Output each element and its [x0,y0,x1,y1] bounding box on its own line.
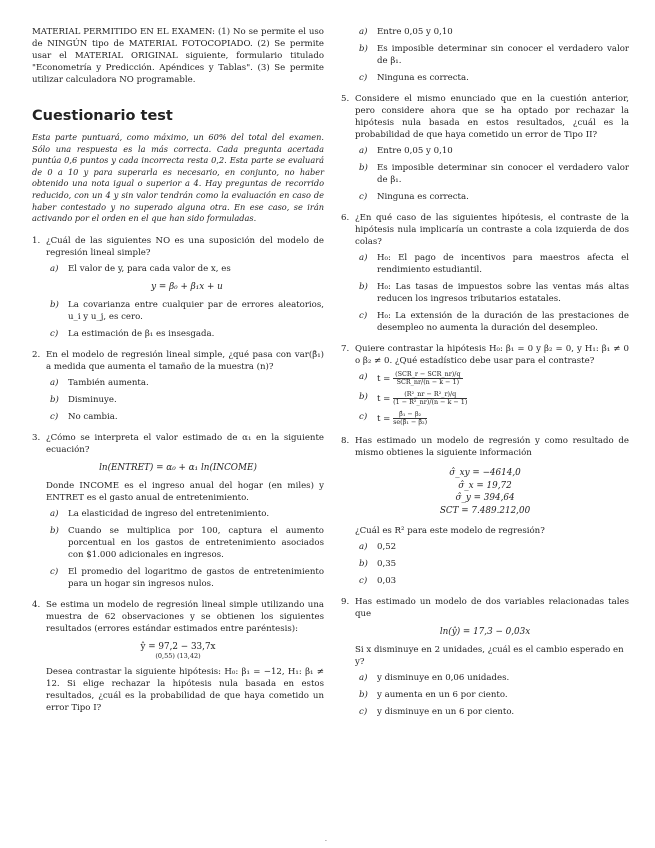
option-text: 0,52 [377,542,397,552]
question-number: 7. [341,344,350,354]
question-number: 3. [32,432,41,443]
option-text: H₀: El pago de incentivos para maestros afecta el rendimiento estudiantil. [377,253,629,275]
question-2 [32,349,324,423]
question-number: 4. [32,599,41,610]
option-label: b) [50,394,59,405]
option-label: a) [50,508,59,519]
option-label: a) [359,372,368,382]
option-c [359,575,629,587]
option-label: a) [359,253,368,263]
question-4 [32,599,324,714]
option-label: c) [359,707,368,717]
test-instructions: Esta parte puntuará, como máximo, un 60% del total del examen. Sólo una respuesta es la más correcta. Cada pregunta acertada puntúa 0,6 puntos y cada incorrecta resta 0,2. Esta parte se evaluará de 0 a 10 y para superarla es necesario, en conjunto, no haber obtenido una nota igual o superior a 4. Hay preguntas de recorrido reducido, con un 4 y sin valor tendrán como la evaluación en caso de haber contestado y no superado alguna otra. En ese caso, se irán activando por el orden en el que han sido formuladas. [32,132,324,224]
question-context: Desea contrastar la siguiente hipótesis: H₀: β₁ = −12, H₁: β₁ ≠ 12. Si elige rechazar la hipótesis nula basada en estos resultados, ¿cuál es la probabilidad de que haya cometido un error Tipo I? [46,666,324,713]
page-mark: · [325,838,327,845]
question-8 [341,435,629,587]
question-6 [341,212,629,334]
question-4-options [341,26,629,84]
question-text: ¿Cuál de las siguientes NO es una suposición del modelo de regresión lineal simple? [46,235,324,258]
option-text: y disminuye en un 6 por ciento. [377,707,515,717]
option-c [50,566,324,590]
option-text: 0,35 [377,559,397,569]
option-c [359,72,629,84]
formula-lhs: t = [377,394,391,404]
sct-value: SCT = 7.489.212,00 [439,505,531,516]
question-text: ¿En qué caso de las siguientes hipótesis, el contraste de la hipótesis nula implicaría un contraste a cola izquierda de dos colas? [355,213,629,247]
option-b [50,299,324,323]
question-number: 1. [32,235,41,246]
option-label: c) [50,411,59,422]
question-7 [341,343,629,426]
option-label: c) [359,412,368,422]
question-3 [32,432,324,590]
option-text: Cuando se multiplica por 100, captura el aumento porcentual en los gastos de entretenimiento asociados con $1.000 adicionales en ingresos. [68,525,324,560]
option-b [359,43,629,67]
option-b [359,162,629,186]
option-a [359,145,629,157]
option-label: a) [50,377,59,388]
option-text: y disminuye en 0,06 unidades. [377,673,510,683]
question-text: Se estima un modelo de regresión lineal simple utilizando una muestra de 62 observaciones y se obtienen los siguientes resultados (errores estándar estimados entre paréntesis): [46,599,324,634]
option-text: H₀: La extensión de la duración de las prestaciones de desempleo no aumenta la duración del desempleo. [377,311,629,333]
question-text: Has estimado un modelo de regresión y como resultado de mismo obtienes la siguiente información [355,436,629,458]
option-text: Entre 0,05 y 0,10 [377,146,453,156]
sy-value: σ̂_y = 394,64 [455,493,515,503]
question-number: 2. [32,349,41,360]
option-text: Ninguna es correcta. [377,73,469,83]
option-label: a) [359,542,368,552]
numerator: β̂₁ − β₂ [393,411,427,419]
option-label: c) [359,192,368,202]
option-b [50,525,324,561]
question-1 [32,235,324,340]
option-text: Es imposible determinar sin conocer el verdadero valor de β₁. [377,44,629,66]
option-text: Entre 0,05 y 0,10 [377,27,453,37]
option-a [359,541,629,553]
regression-equation [32,641,324,660]
option-text: La estimación de β₁ es insesgada. [68,328,215,339]
question-number: 6. [341,213,350,223]
option-b [359,689,629,701]
question-5 [341,93,629,203]
option-label: a) [359,673,368,683]
question-text: ¿Cómo se interpreta el valor estimado de α₁ en la siguiente ecuación? [46,432,324,455]
right-column [341,26,629,727]
option-text: Ninguna es correcta. [377,192,469,202]
fraction [393,411,427,426]
option-a [50,263,324,275]
question-text: Quiere contrastar la hipótesis H₀: β₁ = 0 y β₂ = 0, y H₁: β₁ ≠ 0 o β₂ ≠ 0. ¿Qué estadístico debe usar para el contraste? [355,344,629,366]
fraction [393,371,462,386]
option-a [359,371,629,386]
question-context: ¿Cuál es R² para este modelo de regresión? [355,526,545,536]
option-text: 0,03 [377,576,397,586]
formula-lhs: t = [377,414,391,424]
option-text: No cambia. [68,411,118,422]
option-c [359,706,629,718]
option-text: También aumenta. [68,377,149,388]
option-label: c) [359,576,368,586]
option-label: b) [359,44,368,54]
numerator: (R²_nr − R²_r)/q [393,391,467,399]
question-text: En el modelo de regresión lineal simple, ¿qué pasa con var(β̂₁) a medida que aumenta el tamaño de la muestra (n)? [46,349,324,372]
option-c [359,411,629,426]
option-label: b) [50,299,59,310]
denominator: (1 − R²_nr)/(n − k − 1) [393,398,468,406]
option-label: b) [50,525,59,536]
option-label: a) [359,27,368,37]
option-label: b) [359,282,368,292]
question-context: Si x disminuye en 2 unidades, ¿cuál es el cambio esperado en y? [355,645,624,667]
option-a [50,377,324,389]
denominator: SCR_nr/(n − k − 1) [396,378,460,386]
equation: y = β₀ + β₁x + u [151,281,223,292]
option-a [50,508,324,520]
option-a [359,26,629,38]
option-label: b) [359,163,368,173]
left-column [32,26,324,723]
option-b [359,558,629,570]
question-context: Donde INCOME es el ingreso anual del hogar (en miles) y ENTRET es el gasto anual de entretenimiento. [46,480,324,503]
question-text: Has estimado un modelo de dos variables relacionadas tales que [355,597,629,619]
question-number: 8. [341,436,350,446]
option-formula [377,411,629,426]
option-text: La elasticidad de ingreso del entretenimiento. [68,508,270,519]
question-number: 9. [341,597,350,607]
option-c [359,191,629,203]
option-text: y aumenta en un 6 por ciento. [377,690,508,700]
option-text: Es imposible determinar sin conocer el verdadero valor de β₁. [377,163,629,185]
option-b [359,281,629,305]
option-label: a) [359,146,368,156]
question-9 [341,596,629,718]
option-text: Disminuye. [68,394,117,405]
option-b [50,394,324,406]
option-label: c) [359,73,368,83]
formula-lhs: t = [377,374,391,384]
equation: ln(ENTRET) = α₀ + α₁ ln(INCOME) [99,462,257,473]
option-formula [377,391,629,406]
option-label: c) [50,566,59,577]
section-title: Cuestionario test [32,108,173,124]
option-c [50,328,324,340]
option-b [359,391,629,406]
statistics-block [341,467,629,517]
question-text: Considere el mismo enunciado que en la cuestión anterior, pero considere ahora que se ha optado por rechazar la hipótesis nula basada en estos resultados, ¿cuál es la probabilidad de que haya cometido un error de Tipo II? [355,94,629,140]
question-number: 5. [341,94,350,104]
sx-value: σ̂_x = 19,72 [458,480,512,491]
option-text: El valor de y, para cada valor de x, es [68,263,231,274]
option-c [50,411,324,423]
option-a [359,672,629,684]
option-label: c) [50,328,59,339]
standard-errors: (0,55) (13,42) [155,651,201,660]
option-label: c) [359,311,368,321]
equation: ŷ = 97,2 − 33,7x [140,641,216,652]
denominator: se(β̂₁ − β̂₂) [393,418,428,426]
option-label: a) [50,263,59,274]
option-c [359,310,629,334]
option-text: El promedio del logaritmo de gastos de entretenimiento para un hogar sin ingresos nulos. [68,566,324,589]
option-label: b) [359,690,368,700]
option-text: H₀: Las tasas de impuestos sobre las ventas más altas reducen los ingresos tributarios estatales. [377,282,629,304]
option-label: b) [359,392,368,402]
option-formula [377,371,629,386]
equation: ln(ŷ) = 17,3 − 0,03x [439,627,531,637]
option-a [359,252,629,276]
exam-notice: MATERIAL PERMITIDO EN EL EXAMEN: (1) No se permite el uso de NINGÚN tipo de MATERIAL FOTOCOPIADO. (2) Se permite usar el MATERIAL ORIGINAL siguiente, formulario titulado "Econometría y Predicción. Apéndices y Tablas". (3) Se permite utilizar calculadora NO programable. [32,27,324,85]
option-label: b) [359,559,368,569]
covariance-value: σ̂_xy = −4614,0 [449,468,521,478]
fraction [393,391,467,406]
option-text: La covarianza entre cualquier par de errores aleatorios, u_i y u_j, es cero. [68,299,324,322]
numerator: (SCR_r − SCR_nr)/q [395,370,461,378]
